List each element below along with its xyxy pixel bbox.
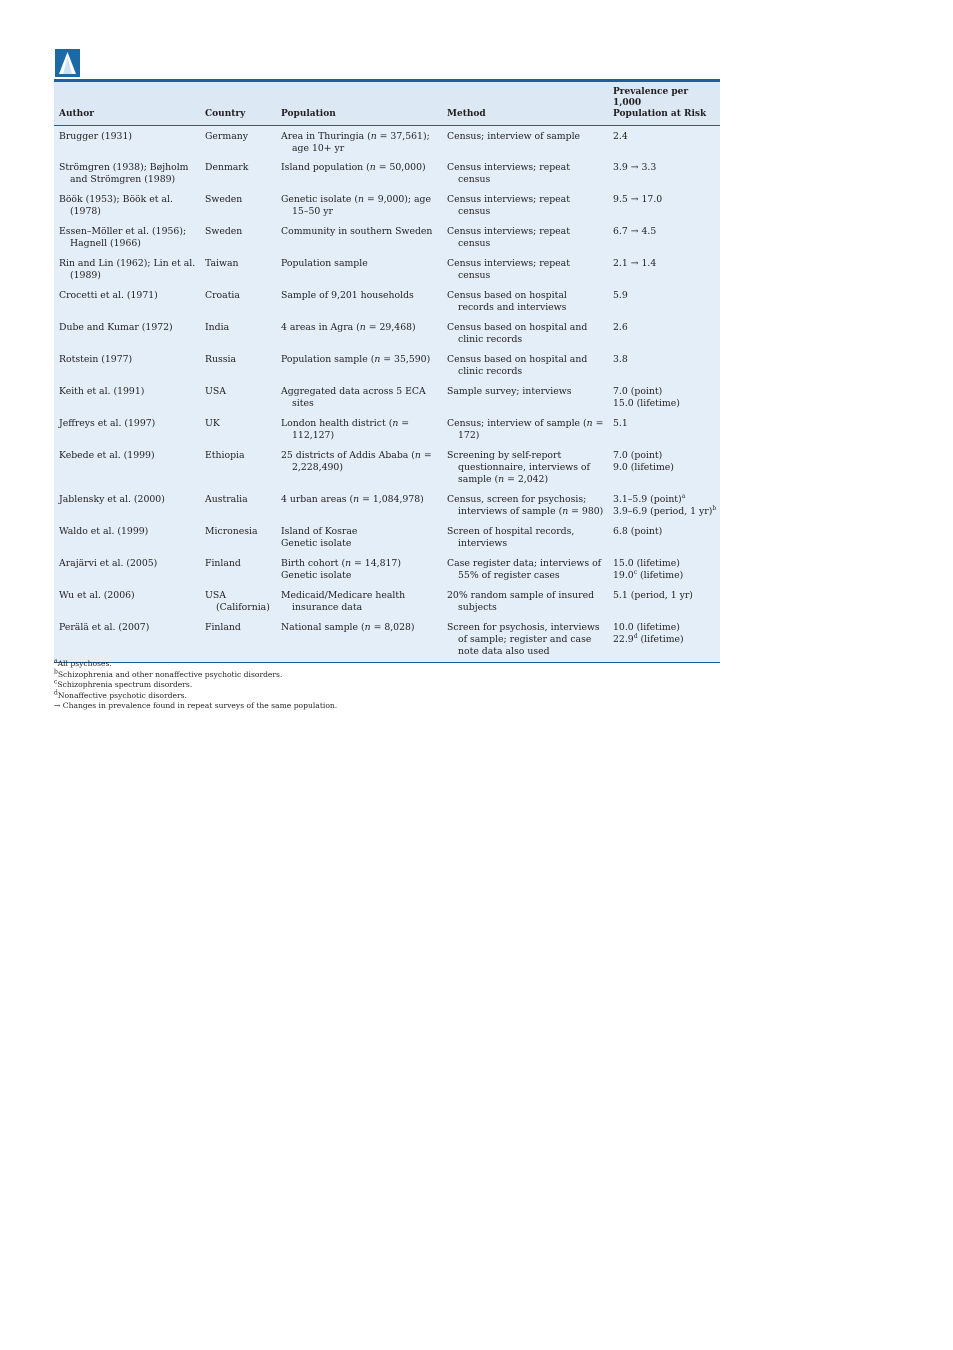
footnote-mark: d xyxy=(54,689,58,697)
cell-population xyxy=(276,158,442,190)
prevalence-text: 2.1 → 1.4 xyxy=(613,258,657,269)
country-text: USA xyxy=(205,386,226,397)
cell-country xyxy=(200,586,276,618)
author-text: Jablensky et al. (2000) xyxy=(59,494,165,505)
cell-country xyxy=(200,522,276,554)
population-text: London health district (n = 112,127) xyxy=(281,418,410,441)
prevalence-line xyxy=(613,558,716,570)
prevalence-text: 3.9 → 3.3 xyxy=(613,162,657,173)
cell-population xyxy=(276,382,442,414)
table-row xyxy=(54,554,720,586)
cell-population xyxy=(276,586,442,618)
cell-population xyxy=(276,414,442,446)
footnote xyxy=(54,670,720,681)
prevalence-text-2: 15.0 (lifetime) xyxy=(613,398,680,409)
population-text-2: Genetic isolate xyxy=(281,538,352,549)
method-text: Screening by self-report questionnaire, interviews of sample (n = 2,042) xyxy=(447,450,590,485)
cell-prevalence xyxy=(608,446,720,490)
cell-method xyxy=(442,286,608,318)
cell-prevalence xyxy=(608,158,720,190)
country-text: USA (California) xyxy=(205,590,270,613)
prevalence-text: 2.6 xyxy=(613,322,628,333)
country-text: Taiwan xyxy=(205,258,239,269)
population-text: Population sample (n = 35,590) xyxy=(281,354,431,365)
cell-country xyxy=(200,286,276,318)
cell-author xyxy=(54,414,200,446)
cell-population xyxy=(276,126,442,159)
header-author: Author xyxy=(54,82,200,126)
prevalence-text: 6.7 → 4.5 xyxy=(613,226,657,237)
cell-method xyxy=(442,446,608,490)
cell-population xyxy=(276,554,442,586)
population-text: Area in Thuringia (n = 37,561); age 10+ yr xyxy=(281,131,430,154)
cell-author xyxy=(54,490,200,522)
sample-size-symbol: n xyxy=(414,450,421,461)
prevalence-line xyxy=(613,194,716,206)
country-text: Ethiopia xyxy=(205,450,245,461)
prevalence-line-2 xyxy=(613,398,716,410)
prevalence-text-2-tail: (lifetime) xyxy=(637,634,684,645)
country-text: Sweden xyxy=(205,226,243,237)
cell-country xyxy=(200,490,276,522)
cell-prevalence xyxy=(608,350,720,382)
prevalence-text-2: 9.0 (lifetime) xyxy=(613,462,674,473)
cell-prevalence xyxy=(608,318,720,350)
header-method: Method xyxy=(442,82,608,126)
method-text: Census based on hospital and clinic records xyxy=(447,354,588,377)
country-text: Croatia xyxy=(205,290,240,301)
cell-population xyxy=(276,254,442,286)
method-text: 20% random sample of insured subjects xyxy=(447,590,595,613)
prevalence-line xyxy=(613,494,716,506)
cell-country xyxy=(200,618,276,662)
table-footnotes xyxy=(54,659,720,712)
table-row xyxy=(54,490,720,522)
author-text: Brugger (1931) xyxy=(59,131,132,142)
prevalence-line-2 xyxy=(613,570,716,582)
country-text: UK xyxy=(205,418,220,429)
prevalence-text: 7.0 (point) xyxy=(613,386,663,397)
population-text: Medicaid/Medicare health insurance data xyxy=(281,590,406,613)
country-text: Denmark xyxy=(205,162,249,173)
sample-size-symbol: n xyxy=(586,418,593,429)
sample-size-symbol: n xyxy=(370,131,377,142)
footnote-mark: d xyxy=(633,632,638,640)
cell-country xyxy=(200,222,276,254)
cell-method xyxy=(442,350,608,382)
author-text: Crocetti et al. (1971) xyxy=(59,290,158,301)
sample-size-symbol: n xyxy=(359,322,366,333)
population-text: 25 districts of Addis Ababa (n = 2,228,490) xyxy=(281,450,432,473)
prevalence-line xyxy=(613,354,716,366)
cell-population xyxy=(276,286,442,318)
prevalence-line xyxy=(613,622,716,634)
prevalence-text: 3.1–5.9 (point) xyxy=(613,494,682,505)
author-text: Perälä et al. (2007) xyxy=(59,622,150,633)
footnote-mark: c xyxy=(54,678,58,686)
population-text: National sample (n = 8,028) xyxy=(281,622,415,633)
method-text: Census interviews; repeat census xyxy=(447,226,570,249)
cell-author xyxy=(54,222,200,254)
prevalence-text: 2.4 xyxy=(613,131,628,142)
population-text: Community in southern Sweden xyxy=(281,226,433,237)
prevalence-line xyxy=(613,526,716,538)
country-text: Finland xyxy=(205,558,241,569)
author-text: Essen–Möller et al. (1956); Hagnell (1966) xyxy=(59,226,187,249)
author-text: Böök (1953); Böök et al. (1978) xyxy=(59,194,173,217)
cell-country xyxy=(200,190,276,222)
prevalence-text: 5.1 xyxy=(613,418,628,429)
prevalence-text: 5.9 xyxy=(613,290,628,301)
sample-size-symbol: n xyxy=(562,506,569,517)
country-text: Australia xyxy=(205,494,248,505)
cell-method xyxy=(442,158,608,190)
sample-size-symbol: n xyxy=(345,558,352,569)
author-text: Wu et al. (2006) xyxy=(59,590,135,601)
population-text: Aggregated data across 5 ECA sites xyxy=(281,386,426,409)
footnote-text: Schizophrenia and other nonaffective psychotic disorders. xyxy=(57,669,283,679)
table-row xyxy=(54,126,720,159)
author-text: Keith et al. (1991) xyxy=(59,386,145,397)
method-text: Case register data; interviews of 55% of register cases xyxy=(447,558,602,581)
cell-author xyxy=(54,350,200,382)
table-row xyxy=(54,414,720,446)
method-text: Census based on hospital records and interviews xyxy=(447,290,567,313)
table-row xyxy=(54,586,720,618)
prevalence-text-2-tail: (lifetime) xyxy=(637,570,684,581)
cell-method xyxy=(442,318,608,350)
prevalence-text: 15.0 (lifetime) xyxy=(613,558,680,569)
cell-author xyxy=(54,190,200,222)
table-row xyxy=(54,286,720,318)
prevalence-text: 7.0 (point) xyxy=(613,450,663,461)
cell-method xyxy=(442,414,608,446)
footnote-mark: a xyxy=(681,492,686,500)
cell-country xyxy=(200,414,276,446)
population-text: Island population (n = 50,000) xyxy=(281,162,426,173)
cell-population xyxy=(276,618,442,662)
prevalence-line-2 xyxy=(613,634,716,646)
prevalence-text: 10.0 (lifetime) xyxy=(613,622,680,633)
author-text: Kebede et al. (1999) xyxy=(59,450,155,461)
prevalence-text: 3.8 xyxy=(613,354,628,365)
cell-prevalence xyxy=(608,554,720,586)
footnote-text: Nonaffective psychotic disorders. xyxy=(57,690,187,700)
method-text: Census based on hospital and clinic records xyxy=(447,322,588,345)
population-text: Sample of 9,201 households xyxy=(281,290,414,301)
cell-method xyxy=(442,490,608,522)
sample-size-symbol: n xyxy=(357,194,364,205)
table-row xyxy=(54,350,720,382)
sample-size-symbol: n xyxy=(392,418,399,429)
prevalence-line xyxy=(613,226,716,238)
prevalence-line xyxy=(613,386,716,398)
cell-author xyxy=(54,382,200,414)
prevalence-line xyxy=(613,418,716,430)
author-text: Dube and Kumar (1972) xyxy=(59,322,173,333)
footnote xyxy=(54,659,720,670)
header-country: Country xyxy=(200,82,276,126)
cell-population xyxy=(276,446,442,490)
prevalence-text-2: 3.9–6.9 (period, 1 yr) xyxy=(613,506,713,517)
cell-population xyxy=(276,490,442,522)
table-row xyxy=(54,158,720,190)
cell-method xyxy=(442,254,608,286)
cell-method xyxy=(442,522,608,554)
footnote-mark: c xyxy=(633,568,638,576)
author-text: Jeffreys et al. (1997) xyxy=(59,418,156,429)
prevalence-line xyxy=(613,450,716,462)
author-text: Rin and Lin (1962); Lin et al. (1989) xyxy=(59,258,196,281)
cell-population xyxy=(276,318,442,350)
country-text: Sweden xyxy=(205,194,243,205)
cell-author xyxy=(54,522,200,554)
header-population: Population xyxy=(276,82,442,126)
sample-size-symbol: n xyxy=(374,354,381,365)
table-header xyxy=(54,82,720,126)
sample-size-symbol: n xyxy=(353,494,360,505)
footnote-text: → Changes in prevalence found in repeat surveys of the same population. xyxy=(54,701,338,711)
footnote xyxy=(54,691,720,702)
prevalence-table xyxy=(54,79,720,663)
country-text: Germany xyxy=(205,131,248,142)
sample-size-symbol: n xyxy=(364,622,371,633)
population-text-2: Genetic isolate xyxy=(281,570,352,581)
sample-size-symbol: n xyxy=(498,474,505,485)
header-prevalence xyxy=(608,82,720,126)
prevalence-line xyxy=(613,590,716,602)
publisher-logo-icon xyxy=(55,49,80,77)
footnote-mark: a xyxy=(54,657,58,665)
cell-prevalence xyxy=(608,586,720,618)
footnote xyxy=(54,680,720,691)
cell-prevalence xyxy=(608,382,720,414)
method-text: Census; interview of sample xyxy=(447,131,581,142)
cell-prevalence xyxy=(608,490,720,522)
table-row xyxy=(54,318,720,350)
cell-author xyxy=(54,254,200,286)
author-text: Rotstein (1977) xyxy=(59,354,133,365)
country-text: Russia xyxy=(205,354,237,365)
country-text: Finland xyxy=(205,622,241,633)
method-text: Screen of hospital records, interviews xyxy=(447,526,575,549)
cell-method xyxy=(442,222,608,254)
cell-method xyxy=(442,618,608,662)
footnote-text: All psychoses. xyxy=(57,659,112,668)
cell-population xyxy=(276,190,442,222)
cell-method xyxy=(442,554,608,586)
cell-prevalence xyxy=(608,414,720,446)
author-text: Waldo et al. (1999) xyxy=(59,526,149,537)
prevalence-text-2: 19.0 xyxy=(613,570,634,581)
prevalence-text-2: 22.9 xyxy=(613,634,634,645)
cell-prevalence xyxy=(608,286,720,318)
cell-author xyxy=(54,126,200,159)
cell-country xyxy=(200,254,276,286)
country-text: Micronesia xyxy=(205,526,258,537)
cell-author xyxy=(54,446,200,490)
table-row xyxy=(54,254,720,286)
table-row xyxy=(54,446,720,490)
cell-country xyxy=(200,126,276,159)
footnote-mark: b xyxy=(54,668,58,676)
cell-country xyxy=(200,446,276,490)
cell-prevalence xyxy=(608,254,720,286)
sample-size-symbol: n xyxy=(369,162,376,173)
footnote xyxy=(54,701,720,712)
cell-author xyxy=(54,554,200,586)
prevalence-line xyxy=(613,258,716,270)
prevalence-line-2 xyxy=(613,462,716,474)
table-row xyxy=(54,618,720,662)
cell-prevalence xyxy=(608,618,720,662)
cell-author xyxy=(54,158,200,190)
footnote-mark: b xyxy=(712,504,717,512)
method-text: Screen for psychosis, interviews of sample; register and case note data also used xyxy=(447,622,600,657)
country-text: India xyxy=(205,322,230,333)
prevalence-text: 9.5 → 17.0 xyxy=(613,194,663,205)
prevalence-line-2 xyxy=(613,506,716,518)
table-row xyxy=(54,190,720,222)
method-text: Census; interview of sample (n = 172) xyxy=(447,418,604,441)
population-text: Island of Kosrae xyxy=(281,526,358,537)
method-text: Census interviews; repeat census xyxy=(447,258,570,281)
cell-author xyxy=(54,318,200,350)
prevalence-line xyxy=(613,322,716,334)
cell-method xyxy=(442,190,608,222)
population-text: 4 urban areas (n = 1,084,978) xyxy=(281,494,424,505)
prevalence-line xyxy=(613,162,716,174)
cell-prevalence xyxy=(608,222,720,254)
cell-prevalence xyxy=(608,190,720,222)
cell-country xyxy=(200,318,276,350)
population-text: Genetic isolate (n = 9,000); age 15–50 yr xyxy=(281,194,432,217)
cell-prevalence xyxy=(608,126,720,159)
cell-method xyxy=(442,126,608,159)
population-text: Birth cohort (n = 14,817) xyxy=(281,558,401,569)
population-text: 4 areas in Agra (n = 29,468) xyxy=(281,322,416,333)
footnote-text: Schizophrenia spectrum disorders. xyxy=(57,680,193,690)
method-text: Census interviews; repeat census xyxy=(447,194,570,217)
cell-country xyxy=(200,158,276,190)
prevalence-text: 5.1 (period, 1 yr) xyxy=(613,590,693,601)
header-prevalence-line1: Prevalence per 1,000 xyxy=(613,87,689,108)
cell-country xyxy=(200,554,276,586)
method-text: Census interviews; repeat census xyxy=(447,162,570,185)
cell-author xyxy=(54,586,200,618)
table-row xyxy=(54,522,720,554)
cell-country xyxy=(200,382,276,414)
prevalence-line xyxy=(613,131,716,143)
cell-population xyxy=(276,522,442,554)
cell-author xyxy=(54,286,200,318)
table-row xyxy=(54,382,720,414)
author-text: Arajärvi et al. (2005) xyxy=(59,558,158,569)
cell-population xyxy=(276,222,442,254)
cell-method xyxy=(442,586,608,618)
prevalence-line xyxy=(613,290,716,302)
method-text: Sample survey; interviews xyxy=(447,386,572,397)
prevalence-text: 6.8 (point) xyxy=(613,526,663,537)
cell-population xyxy=(276,350,442,382)
table-body xyxy=(54,126,720,663)
header-prevalence-line2: Population at Risk xyxy=(613,109,707,119)
method-text: Census, screen for psychosis; interviews of sample (n = 980) xyxy=(447,494,604,517)
cell-country xyxy=(200,350,276,382)
table-row xyxy=(54,222,720,254)
cell-prevalence xyxy=(608,522,720,554)
population-text: Population sample xyxy=(281,258,368,269)
author-text: Strömgren (1938); Bøjholm and Strömgren (1989) xyxy=(59,162,189,185)
cell-method xyxy=(442,382,608,414)
